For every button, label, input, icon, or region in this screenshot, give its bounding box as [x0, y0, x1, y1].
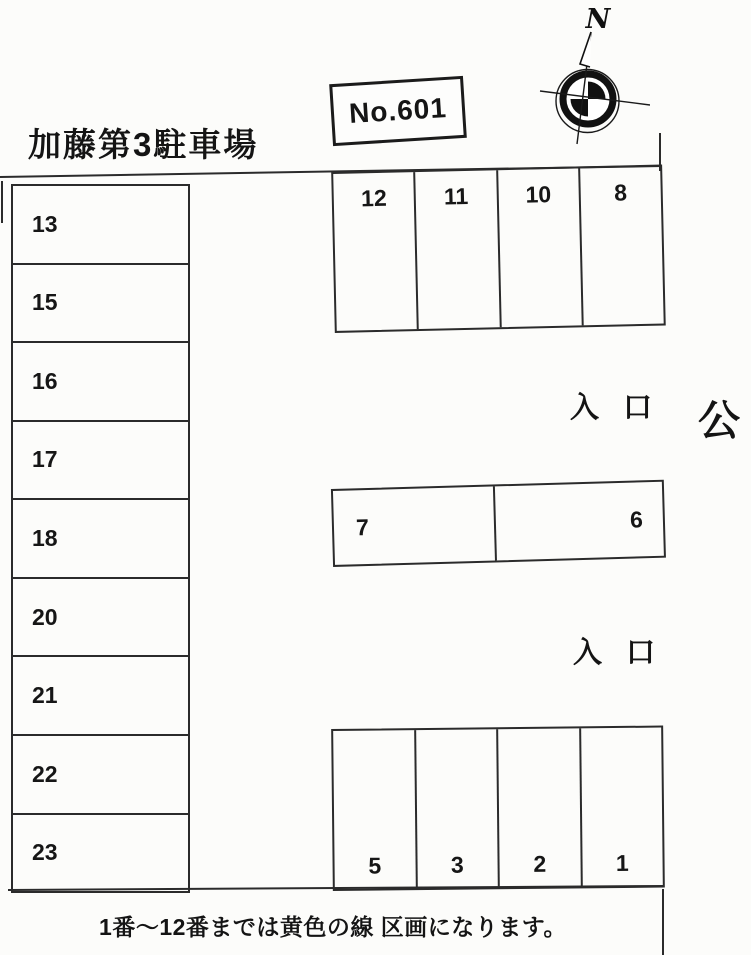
boundary-line-left-stub: [1, 181, 3, 223]
space-23: 23: [32, 839, 58, 866]
space-20: 20: [13, 579, 188, 658]
space-15: 15: [13, 265, 188, 344]
footnote-text: 1番～12番までは黄色の線 区画になります。: [99, 914, 567, 940]
space-13: 13: [13, 186, 188, 265]
parking-column-left: [11, 184, 190, 893]
entrance-label-lower: 入 口: [573, 637, 664, 669]
north-label: N: [585, 4, 611, 35]
parking-row-bottom: [331, 726, 665, 891]
lot-number-badge: [329, 76, 467, 146]
space-1: 1: [615, 849, 629, 877]
lot-number-label: No.601: [348, 91, 448, 130]
space-2: 2: [498, 728, 582, 887]
space-11: 11: [415, 170, 501, 329]
space-21: 21: [13, 657, 188, 736]
space-17: 17: [13, 422, 188, 501]
parking-row-top: [331, 165, 666, 333]
space-7: 7: [333, 486, 497, 564]
space-3: 3: [416, 729, 500, 888]
public-road-label: 公: [698, 397, 741, 444]
space-6: 6: [629, 505, 644, 533]
space-16: 16: [13, 343, 188, 422]
space-8: 8: [613, 179, 628, 206]
space-5: 5: [333, 730, 417, 889]
parking-row-middle: [331, 480, 666, 567]
compass-icon: [532, 2, 650, 147]
page-title: 加藤第3駐車場: [28, 126, 259, 163]
space-10: 10: [498, 168, 584, 327]
north-needle-icon: [580, 32, 591, 67]
entrance-label-upper: 入 口: [570, 392, 661, 424]
space-22: 22: [13, 736, 188, 815]
boundary-line-right-bottom-stub: [662, 889, 664, 955]
space-18: 18: [13, 500, 188, 579]
space-12: 12: [333, 172, 419, 331]
